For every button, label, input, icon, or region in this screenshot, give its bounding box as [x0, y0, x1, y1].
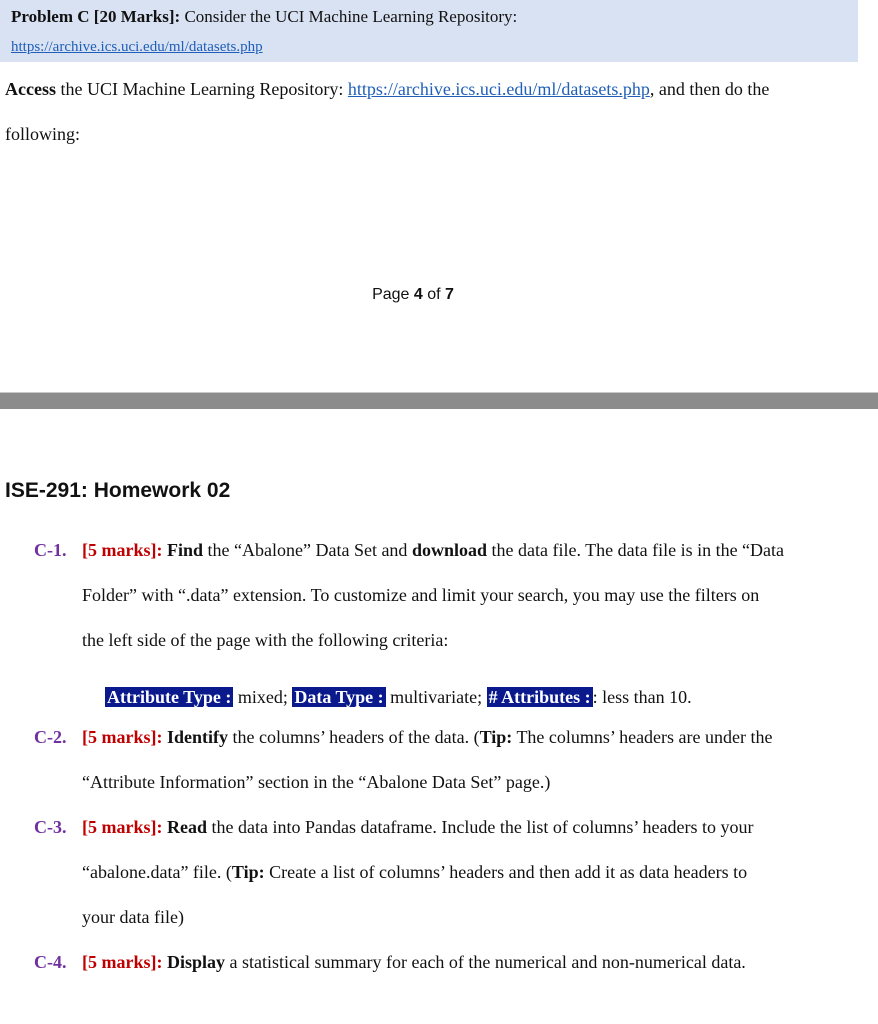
page-prefix: Page [372, 286, 414, 303]
question-c2-text-1: the columns’ headers of the data. ( [228, 727, 480, 747]
question-c3-line-2 [82, 860, 747, 884]
problem-label: Problem C [20 Marks]: [11, 7, 181, 26]
question-c3-line-3: your data file) [82, 907, 184, 927]
question-c2-text-2: The columns’ headers are under the [512, 727, 773, 747]
data-type-label: Data Type : [294, 687, 384, 707]
attribute-type-value: mixed; [233, 687, 293, 707]
problem-text: Consider the UCI Machine Learning Repository: [180, 7, 518, 26]
access-text: the UCI Machine Learning Repository: [55, 79, 348, 99]
homework-title: ISE-291: Homework 02 [5, 479, 231, 502]
question-c3-bold-read: Read [162, 817, 207, 837]
num-attributes-value: : less than 10. [592, 687, 692, 707]
data-type-value: multivariate; [385, 687, 487, 707]
question-c4-bold-display: Display [162, 952, 226, 972]
intro-line-1 [5, 77, 769, 101]
page-current: 4 [413, 286, 423, 303]
page-total: 7 [445, 286, 454, 303]
question-c3-text-1: the data into Pandas dataframe. Include the list of columns’ headers to your [206, 817, 754, 837]
question-c1-marks: [5 marks]: [82, 540, 163, 560]
question-c3-bold-tip: Tip: [231, 862, 265, 882]
question-c4-text-1: a statistical summary for each of the numerical and non-numerical data. [225, 952, 746, 972]
question-c3-line2-text-1: “abalone.data” file. ( [82, 862, 232, 882]
filter-criteria [105, 685, 692, 709]
question-c2-line-1 [82, 725, 773, 749]
question-c1-line-1 [82, 538, 784, 562]
question-c1-bold-find: Find [162, 540, 204, 560]
intro-line-2: following: [5, 124, 80, 144]
question-c1-text-2: the data file. The data file is in the “Data [486, 540, 785, 560]
problem-header-title [11, 6, 517, 28]
question-c4-line-1 [82, 950, 746, 974]
question-c1-text-1: the “Abalone” Data Set and [203, 540, 412, 560]
question-c3-number: C-3. [34, 817, 67, 837]
question-c3-line-1 [82, 815, 753, 839]
problem-header-box [0, 0, 858, 62]
question-c3-line2-text-2: Create a list of columns’ headers and then add it as data headers to [264, 862, 748, 882]
page-number [0, 284, 826, 306]
question-c4-marks: [5 marks]: [82, 952, 163, 972]
num-attributes-label: # Attributes : [488, 687, 591, 707]
question-c4-number: C-4. [34, 952, 67, 972]
question-c2-line-2: “Attribute Information” section in the “Abalone Data Set” page.) [82, 772, 551, 792]
access-bold: Access [5, 79, 56, 99]
question-c1-line-3: the left side of the page with the following criteria: [82, 630, 449, 650]
question-c3-marks: [5 marks]: [82, 817, 163, 837]
question-c2-bold-identify: Identify [162, 727, 228, 747]
question-c1-line-2: Folder” with “.data” extension. To customize and limit your search, you may use the filters on [82, 585, 760, 605]
intro-after-link: , and then do the [649, 79, 770, 99]
question-c2-marks: [5 marks]: [82, 727, 163, 747]
problem-header-url-line [11, 37, 263, 57]
question-c1-bold-download: download [411, 540, 487, 560]
question-c2-bold-tip: Tip: [479, 727, 513, 747]
page-middle: of [422, 286, 446, 303]
attribute-type-label: Attribute Type : [107, 687, 232, 707]
repository-link[interactable]: https://archive.ics.uci.edu/ml/datasets.php [11, 39, 263, 55]
question-c1-number: C-1. [34, 540, 67, 560]
question-c2-number: C-2. [34, 727, 67, 747]
intro-repository-link[interactable]: https://archive.ics.uci.edu/ml/datasets.php [347, 79, 650, 99]
page-separator [0, 392, 878, 409]
